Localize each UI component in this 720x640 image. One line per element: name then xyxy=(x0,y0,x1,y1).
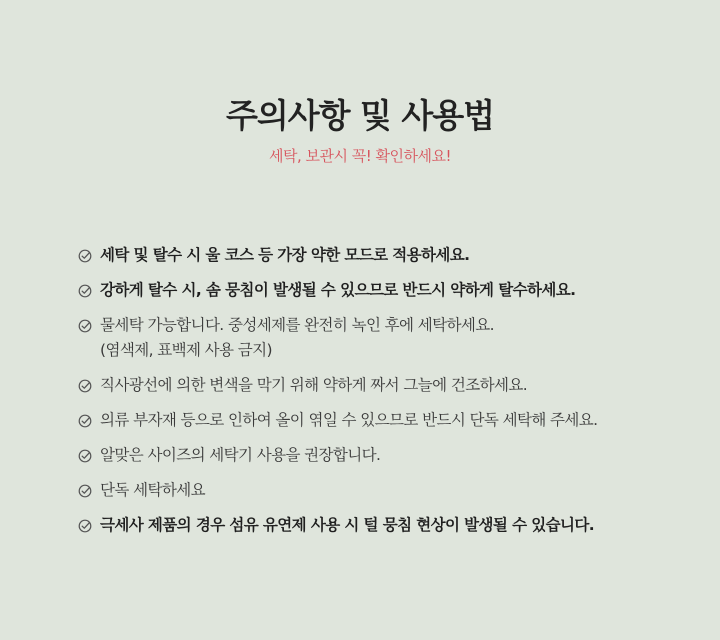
list-item-text: 단독 세탁하세요 xyxy=(100,481,205,499)
check-circle-icon xyxy=(78,414,92,428)
list-item xyxy=(78,513,708,538)
page-title: 주의사항 및 사용법 xyxy=(225,96,494,135)
list-item-text: 물세탁 가능합니다. 중성세제를 완전히 녹인 후에 세탁하세요. xyxy=(100,316,494,334)
list-item xyxy=(78,278,708,303)
list-item-text: 의류 부자재 등으로 인하여 올이 엮일 수 있으므로 반드시 단독 세탁해 주세요. xyxy=(100,411,598,429)
check-circle-icon xyxy=(78,249,92,263)
check-circle-icon xyxy=(78,379,92,393)
list-item-text: 강하게 탈수 시, 솜 뭉침이 발생될 수 있으므로 반드시 약하게 탈수하세요. xyxy=(100,281,576,299)
list-item-text-secondary: (염색제, 표백제 사용 금지) xyxy=(100,341,272,359)
list-item-text: 세탁 및 탈수 시 울 코스 등 가장 약한 모드로 적용하세요. xyxy=(100,246,470,264)
check-circle-icon xyxy=(78,449,92,463)
list-item xyxy=(78,373,708,398)
check-circle-icon xyxy=(78,519,92,533)
notice-list xyxy=(78,243,708,548)
list-item-text: 알맞은 사이즈의 세탁기 사용을 권장합니다. xyxy=(100,446,381,464)
list-item xyxy=(78,443,708,468)
list-item xyxy=(78,313,708,363)
list-item xyxy=(78,408,708,433)
check-circle-icon xyxy=(78,284,92,298)
check-circle-icon xyxy=(78,319,92,333)
list-item xyxy=(78,243,708,268)
check-circle-icon xyxy=(78,484,92,498)
page-subtitle: 세탁, 보관시 꼭! 확인하세요! xyxy=(269,147,451,165)
list-item-text: 직사광선에 의한 변색을 막기 위해 약하게 짜서 그늘에 건조하세요. xyxy=(100,376,528,394)
list-item xyxy=(78,478,708,503)
list-item-text: 극세사 제품의 경우 섬유 유연제 사용 시 털 뭉침 현상이 발생될 수 있습니다. xyxy=(100,516,595,534)
